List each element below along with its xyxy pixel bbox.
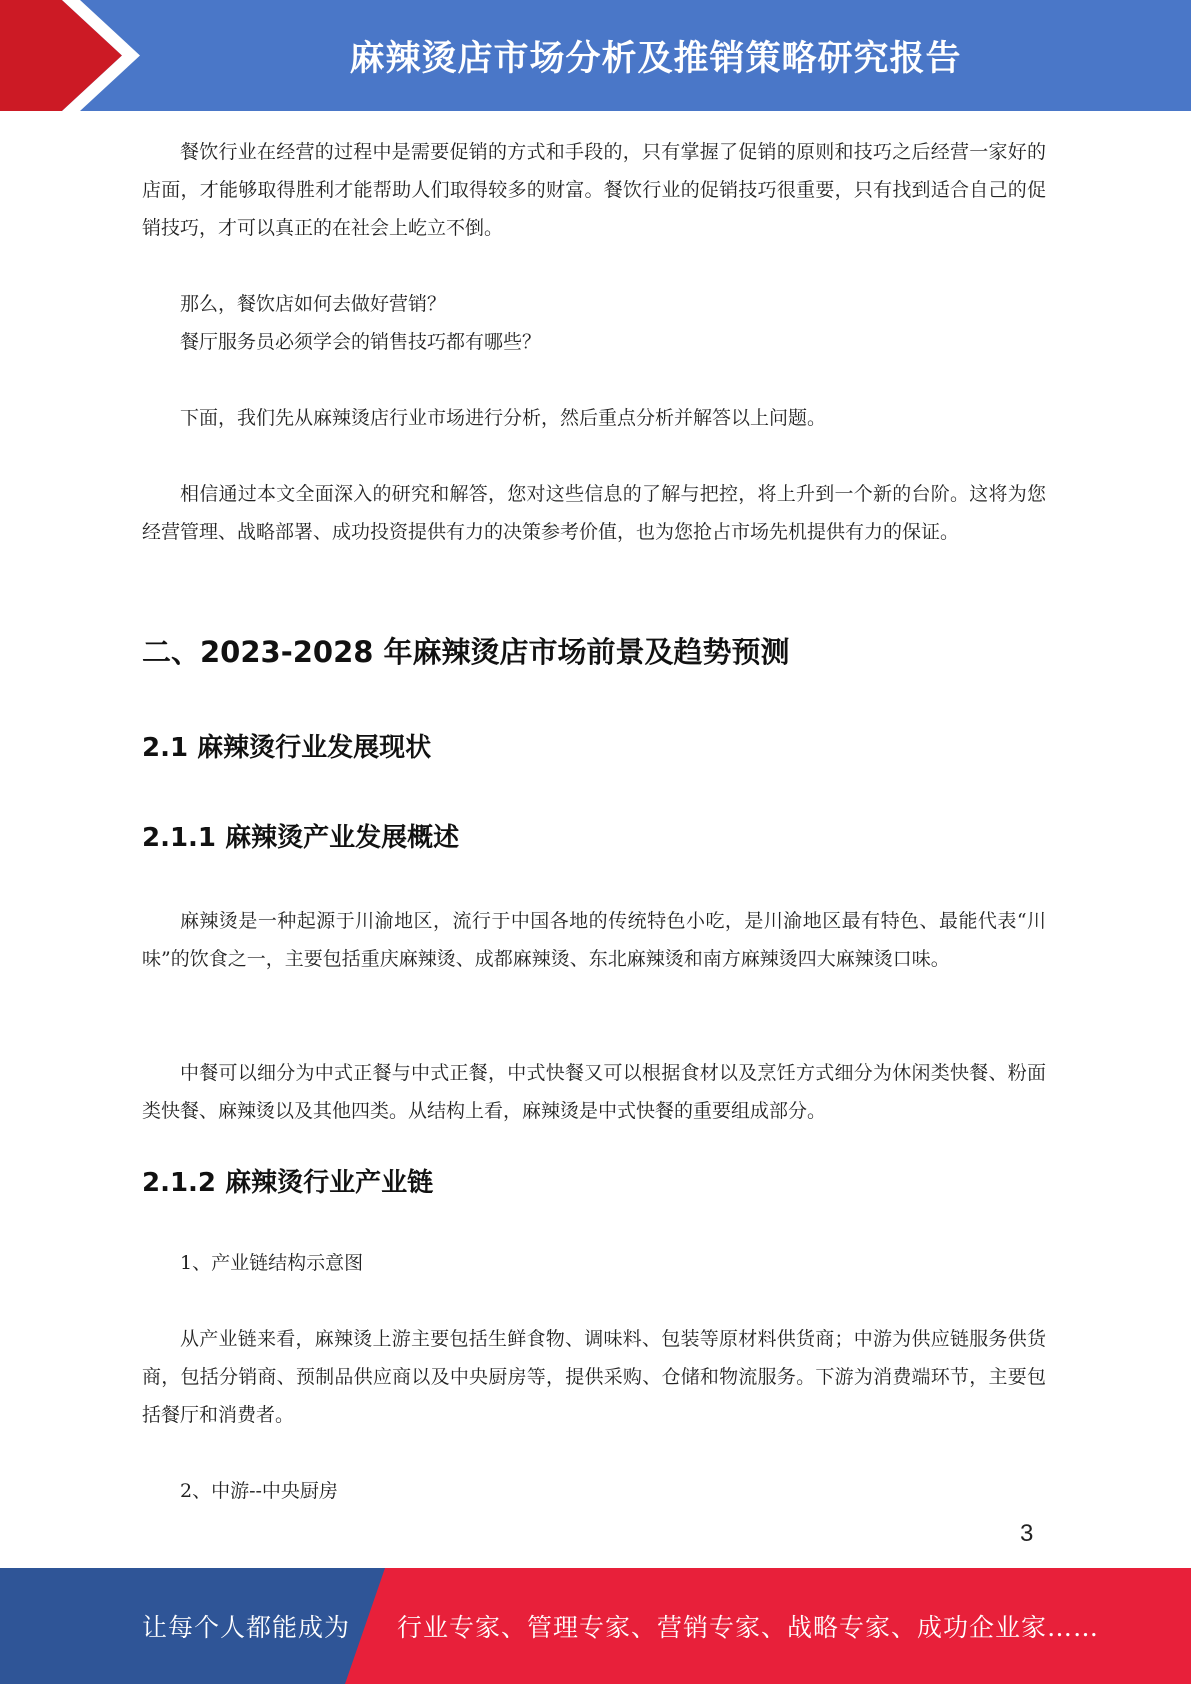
page-footer [0, 1568, 1191, 1684]
overview-paragraph: 麻辣烫是一种起源于川渝地区，流行于中国各地的传统特色小吃，是川渝地区最有特色、最能代表“川味”的饮食之一，主要包括重庆麻辣烫、成都麻辣烫、东北麻辣烫和南方麻辣烫四大麻辣烫口味。 [142, 910, 1046, 970]
intro-paragraph: 餐饮行业在经营的过程中是需要促销的方式和手段的，只有掌握了促销的原则和技巧之后经营一家好的店面，才能够取得胜利才能帮助人们取得较多的财富。餐饮行业的促销技巧很重要，只有找到适合自己的促销技巧，才可以真正的在社会上屹立不倒。 [142, 141, 1046, 239]
footer-slogan-right: 行业专家、管理专家、营销专家、战略专家、成功企业家…… [397, 1613, 1100, 1642]
page-header [0, 0, 1191, 111]
list-item-2: 2、中游--中央厨房 [180, 1480, 338, 1502]
section-2-1-2-heading: 2.1.2 麻辣烫行业产业链 [142, 1168, 434, 1198]
report-title: 麻辣烫店市场分析及推销策略研究报告 [349, 38, 962, 79]
question-1: 那么，餐饮店如何去做好营销？ [180, 293, 447, 315]
header-red-arrow [0, 0, 122, 111]
section-2-heading: 二、2023-2028 年麻辣烫店市场前景及趋势预测 [142, 635, 790, 669]
list-item-1: 1、产业链结构示意图 [180, 1252, 364, 1274]
section-2-1-heading: 2.1 麻辣烫行业发展现状 [142, 733, 432, 763]
question-2: 餐厅服务员必须学会的销售技巧都有哪些？ [180, 331, 542, 353]
section-2-1-1-heading: 2.1.1 麻辣烫产业发展概述 [142, 823, 460, 853]
footer-slogan-left: 让每个人都能成为 [142, 1613, 351, 1642]
page-number: 3 [1020, 1520, 1034, 1547]
value-paragraph: 相信通过本文全面深入的研究和解答，您对这些信息的了解与把控，将上升到一个新的台阶。这将为您经营管理、战略部署、成功投资提供有力的决策参考价值，也为您抢占市场先机提供有力的保证。 [142, 483, 1046, 543]
industry-chain-paragraph: 从产业链来看，麻辣烫上游主要包括生鲜食物、调味料、包装等原材料供货商；中游为供应链服务供货商，包括分销商、预制品供应商以及中央厨房等，提供采购、仓储和物流服务。下游为消费端环节，主要包括餐厅和消费者。 [142, 1328, 1046, 1426]
analysis-intro-paragraph: 下面，我们先从麻辣烫店行业市场进行分析，然后重点分析并解答以上问题。 [180, 407, 827, 429]
structure-paragraph: 中餐可以细分为中式正餐与中式正餐，中式快餐又可以根据食材以及烹饪方式细分为休闲类快餐、粉面类快餐、麻辣烫以及其他四类。从结构上看，麻辣烫是中式快餐的重要组成部分。 [142, 1062, 1046, 1122]
